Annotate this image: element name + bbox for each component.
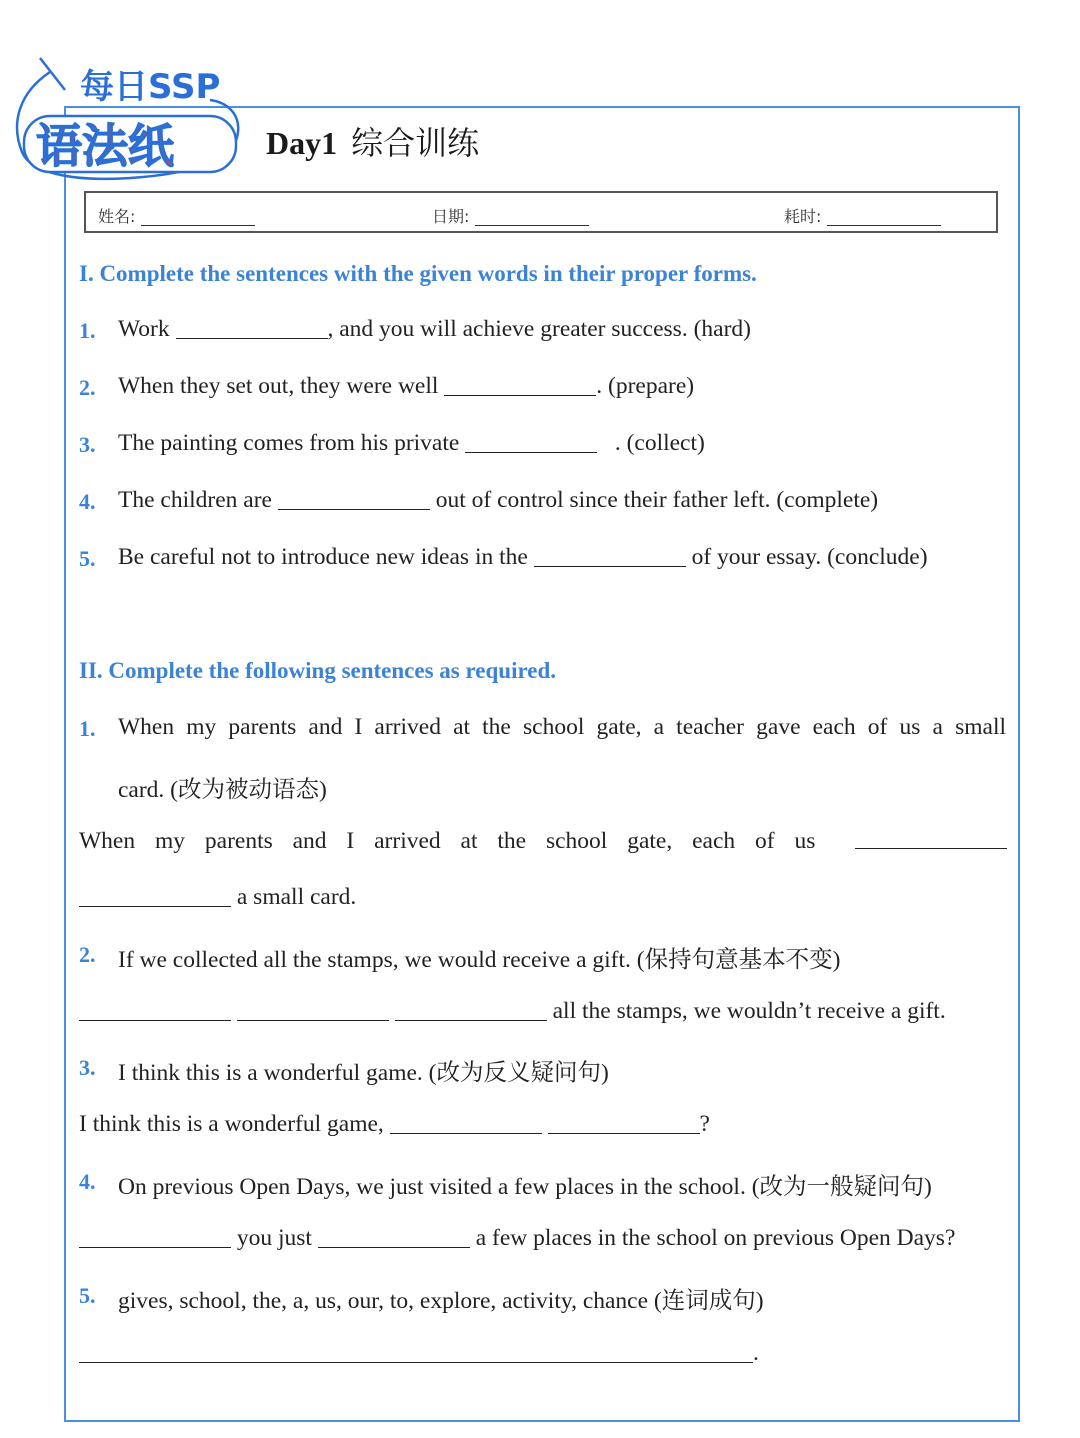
section1-title: I. Complete the sentences with the given words in their proper forms.	[79, 261, 757, 286]
answer-blank[interactable]	[548, 1113, 700, 1134]
answer-blank[interactable]	[79, 1342, 753, 1363]
s1-q5: Be careful not to introduce new ideas in the of your essay. (conclude)	[118, 544, 928, 570]
answer-blank[interactable]	[318, 1227, 470, 1248]
s1-q5-num: 5.	[79, 546, 96, 571]
s1-q1: Work , and you will achieve greater success. (hard)	[118, 316, 751, 342]
answer-blank[interactable]	[390, 1113, 542, 1134]
answer-blank[interactable]	[855, 828, 1007, 849]
day-label: Day1	[266, 125, 338, 161]
s2-q5-answer: .	[79, 1340, 759, 1367]
s1-q2: When they set out, they were well . (prepare)	[118, 373, 695, 399]
s1-q4: The children are out of control since their father left. (complete)	[118, 487, 879, 513]
s2-q5-num: 5.	[79, 1283, 96, 1308]
time-field[interactable]	[784, 204, 941, 227]
name-label: 姓名:	[98, 207, 136, 226]
logo-main-text: 语法纸	[36, 119, 174, 173]
s1-q3: The painting comes from his private . (collect)	[118, 430, 705, 456]
answer-blank[interactable]	[444, 375, 596, 396]
student-info-box	[84, 191, 998, 233]
answer-blank[interactable]	[278, 489, 430, 510]
s1-q1-num: 1.	[79, 318, 96, 343]
s2-q2-answer: all the stamps, we wouldn’t receive a gift.	[79, 998, 946, 1025]
s2-q1-answer1: When my parents and I arrived at the school gate, each of us	[79, 828, 1007, 855]
s2-q3-num: 3.	[79, 1055, 96, 1080]
s2-q4-answer: you just a few places in the school on previous Open Days?	[79, 1225, 955, 1252]
s2-q3-answer: I think this is a wonderful game, ?	[79, 1111, 710, 1137]
section2-title: II. Complete the following sentences as required.	[79, 658, 557, 683]
s2-q1-num: 1.	[79, 716, 96, 741]
s1-q4-num: 4.	[79, 489, 96, 514]
logo-top-text: 每日SSP	[80, 67, 221, 107]
s2-q1-answer2: a small card.	[79, 884, 356, 911]
s1-q2-num: 2.	[79, 375, 96, 400]
s2-q1-line1: When my parents and I arrived at the school gate, a teacher gave each of us a small	[118, 714, 1006, 740]
answer-blank[interactable]	[534, 546, 686, 567]
date-field[interactable]	[432, 204, 589, 227]
page-title	[258, 118, 487, 164]
name-field[interactable]	[98, 204, 255, 227]
answer-blank[interactable]	[79, 1227, 231, 1248]
s2-q2-text: If we collected all the stamps, we would receive a gift. (保持句意基本不变)	[118, 947, 841, 973]
s2-q4-num: 4.	[79, 1169, 96, 1194]
s2-q1-line2: card. (改为被动语态)	[118, 777, 327, 803]
logo	[10, 52, 250, 192]
s1-q3-num: 3.	[79, 432, 96, 457]
answer-blank[interactable]	[237, 1000, 389, 1021]
s2-q5-text: gives, school, the, a, us, our, to, explore, activity, chance (连词成句)	[118, 1288, 764, 1314]
answer-blank[interactable]	[395, 1000, 547, 1021]
s2-q2-num: 2.	[79, 942, 96, 967]
date-label: 日期:	[432, 207, 470, 226]
s2-q4-text: On previous Open Days, we just visited a few places in the school. (改为一般疑问句)	[118, 1174, 932, 1200]
answer-blank[interactable]	[465, 432, 597, 453]
answer-blank[interactable]	[79, 886, 231, 907]
answer-blank[interactable]	[79, 1000, 231, 1021]
s2-q3-text: I think this is a wonderful game. (改为反义疑问句)	[118, 1060, 609, 1086]
title-text: 综合训练	[351, 125, 480, 161]
answer-blank[interactable]	[176, 318, 328, 339]
time-label: 耗时:	[784, 207, 822, 226]
